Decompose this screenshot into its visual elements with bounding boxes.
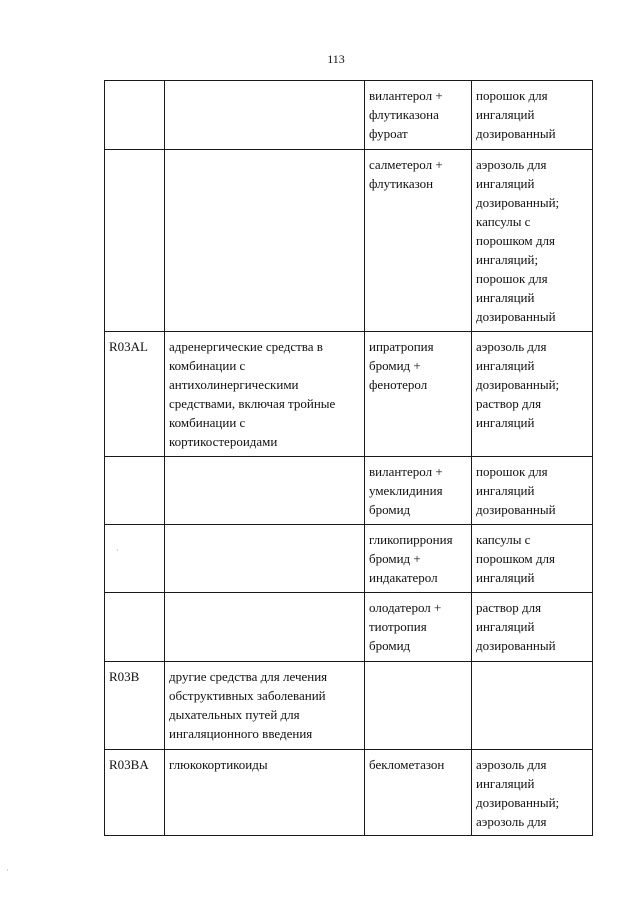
table-row <box>105 332 593 457</box>
atc-code-cell <box>105 81 165 150</box>
group-name-cell: адренергические средства в комбинации с антихолинергическими средствами, включая тройные комбинации с кортикостероидами <box>165 332 365 457</box>
atc-code-cell <box>105 593 165 662</box>
drug-name-cell: олодатерол + тиотропия бромид <box>365 593 472 662</box>
page-number: 113 <box>327 52 345 66</box>
dosage-form-cell: аэрозоль для ингаляций дозированный; раствор для ингаляций <box>472 332 593 457</box>
drug-name-cell: салметерол + флутиказон <box>365 150 472 332</box>
scan-speck: · <box>6 866 9 875</box>
group-name-cell <box>165 457 365 525</box>
atc-code-cell <box>105 525 165 593</box>
group-name-cell: глюкокортикоиды <box>165 750 365 836</box>
dosage-form-cell: раствор для ингаляций дозированный <box>472 593 593 662</box>
group-name-cell <box>165 525 365 593</box>
table-row <box>105 525 593 593</box>
table-row <box>105 662 593 750</box>
dosage-form-cell: порошок для ингаляций дозированный <box>472 457 593 525</box>
dosage-form-cell: капсулы с порошком для ингаляций <box>472 525 593 593</box>
dosage-form-cell: порошок для ингаляций дозированный <box>472 81 593 150</box>
drug-name-cell <box>365 662 472 750</box>
drug-name-cell: гликопиррония бромид + индакатерол <box>365 525 472 593</box>
drug-name-cell: беклометазон <box>365 750 472 836</box>
atc-code-cell <box>105 150 165 332</box>
group-name-cell: другие средства для лечения обструктивных заболеваний дыхательных путей для ингаляционного введения <box>165 662 365 750</box>
dosage-form-cell: аэрозоль для ингаляций дозированный; аэрозоль для <box>472 750 593 836</box>
atc-code-cell <box>105 457 165 525</box>
drug-name-cell: вилантерол + умеклидиния бромид <box>365 457 472 525</box>
group-name-cell <box>165 81 365 150</box>
atc-code-cell: R03BA <box>105 750 165 836</box>
table-row <box>105 593 593 662</box>
group-name-cell <box>165 150 365 332</box>
scan-speck: · <box>116 546 119 555</box>
dosage-form-cell <box>472 662 593 750</box>
dosage-form-cell: аэрозоль для ингаляций дозированный; капсулы с порошком для ингаляций; порошок для ингаляций дозированный <box>472 150 593 332</box>
atc-code-cell: R03AL <box>105 332 165 457</box>
table-row <box>105 750 593 836</box>
drug-table <box>104 80 593 836</box>
atc-code-cell: R03B <box>105 662 165 750</box>
drug-name-cell: ипратропия бромид + фенотерол <box>365 332 472 457</box>
drug-name-cell: вилантерол + флутиказона фуроат <box>365 81 472 150</box>
table-row <box>105 457 593 525</box>
table-row <box>105 81 593 150</box>
table-row <box>105 150 593 332</box>
group-name-cell <box>165 593 365 662</box>
